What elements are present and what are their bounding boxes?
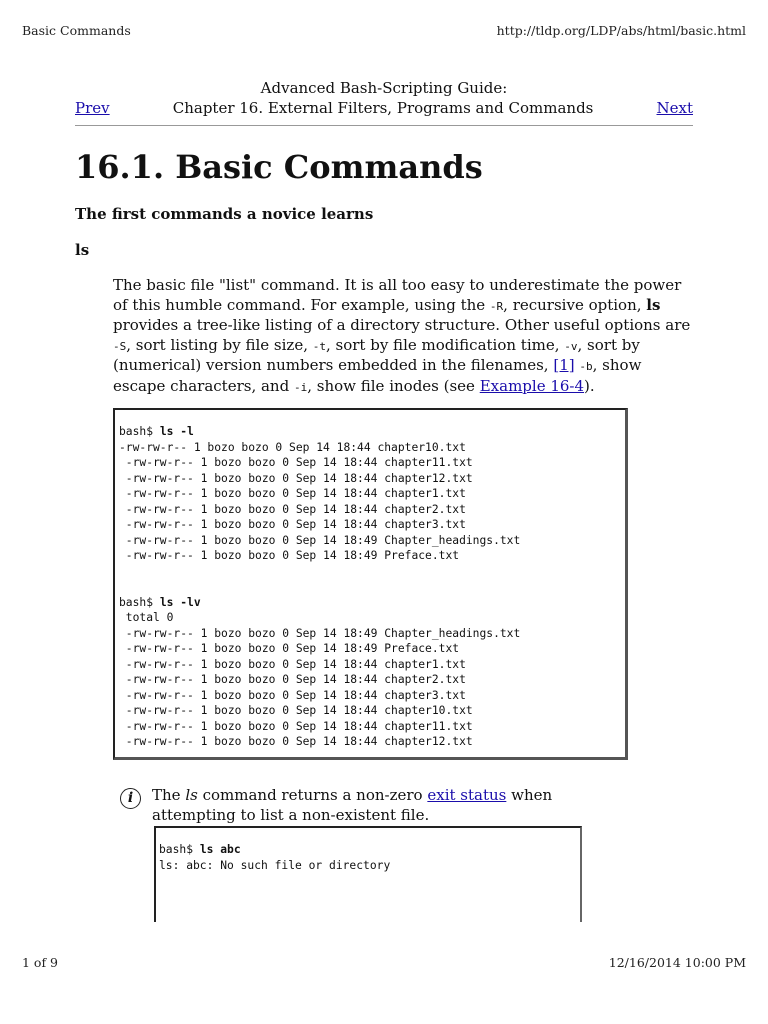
chapter-title: Chapter 16. External Filters, Programs and Commands — [172, 99, 594, 117]
typed-command: ls abc — [199, 843, 241, 856]
option-t: -t — [312, 339, 326, 353]
book-title: Advanced Bash-Scripting Guide: — [260, 79, 508, 97]
term-ls: ls — [75, 241, 90, 259]
para-text: , sort by file modification time, — [325, 335, 565, 354]
option-v: -v — [564, 339, 578, 353]
para-text: , show file inodes (see — [307, 376, 480, 395]
navigation-header — [75, 78, 693, 126]
option-i: -i — [293, 380, 308, 394]
prev-link[interactable]: Prev — [75, 99, 110, 117]
command-output: ls: abc: No such file or directory — [159, 858, 391, 872]
para-text: , show escape characters, and — [113, 356, 642, 395]
shell-prompt: bash$ — [119, 595, 160, 609]
shell-prompt: bash$ — [119, 425, 160, 438]
example-16-4-link[interactable]: Example 16-4 — [479, 376, 585, 395]
command-output: total 0 -rw-rw-r-- 1 bozo bozo 0 Sep 14 18:49 Chapter_headings.txt -rw-rw-r-- 1 bozo bozo 0 Sep 14 18:49 Preface.txt -rw-rw-r-- 1 bozo bozo 0 Sep 14 18:44 chapter1.txt -rw-rw-r-- 1 bozo bozo 0 Sep 14 18:44 chapter2.txt -rw-rw-r-- 1 bozo bozo 0 Sep 14 18:44 chapter3.txt -rw-rw-r-- 1 bozo bozo 0 Sep 14 18:44 chapter10.txt -rw-rw-r-- 1 bozo bozo 0 Sep 14 18:44 chapter11.txt -rw-rw-r-- 1 bozo bozo 0 Sep 14 18:44 chapter12.txt — [125, 611, 521, 748]
code-block — [119, 424, 625, 750]
footnote-link[interactable]: [1] — [553, 356, 575, 374]
print-datetime: 12/16/2014 10:00 PM — [608, 955, 746, 970]
typed-command: ls -l — [159, 425, 194, 438]
code-example-ls-abc — [154, 826, 582, 922]
ls-description — [113, 276, 698, 397]
command-ls: ls — [646, 295, 661, 314]
command-output: -rw-rw-r-- 1 bozo bozo 0 Sep 14 18:44 chapter10.txt -rw-rw-r-- 1 bozo bozo 0 Sep 14 18:44 chapter11.txt -rw-rw-r-- 1 bozo bozo 0 Sep 14 18:44 chapter12.txt -rw-rw-r-- 1 bozo bozo 0 Sep 14 18:44 chapter1.txt -rw-rw-r-- 1 bozo bozo 0 Sep 14 18:44 chapter2.txt -rw-rw-r-- 1 bozo bozo 0 Sep 14 18:44 chapter3.txt -rw-rw-r-- 1 bozo bozo 0 Sep 14 18:49 Chapter_headings.txt -rw-rw-r-- 1 bozo bozo 0 Sep 14 18:49 Preface.txt — [119, 440, 521, 562]
section-subtitle: The first commands a novice learns — [75, 205, 374, 223]
para-text: ). — [584, 376, 595, 395]
para-text: , sort by (numerical) version numbers embedded in the filenames, — [113, 335, 640, 374]
para-text: , sort listing by file size, — [126, 335, 313, 354]
para-text: The basic file "list" command. It is all too easy to underestimate the power of this humble command. For example, using the — [113, 276, 682, 314]
print-header-url: http://tldp.org/LDP/abs/html/basic.html — [496, 23, 746, 38]
command-ls: ls — [185, 786, 198, 804]
exit-status-link[interactable]: exit status — [427, 786, 507, 804]
code-block — [159, 842, 580, 873]
print-header-title: Basic Commands — [22, 23, 131, 38]
para-text: , recursive option, — [503, 295, 647, 314]
option-b: -b — [579, 360, 593, 373]
info-icon: i — [120, 788, 141, 809]
next-link[interactable]: Next — [656, 99, 693, 117]
option-R: -R — [489, 299, 504, 313]
note-fragment: The — [152, 786, 186, 804]
typed-command: ls -lv — [159, 595, 201, 609]
section-heading: 16.1. Basic Commands — [75, 148, 483, 186]
note-text — [152, 786, 572, 825]
code-example-ls — [113, 408, 628, 760]
page-count: 1 of 9 — [22, 955, 59, 970]
nav-row — [75, 98, 693, 118]
shell-prompt: bash$ — [159, 843, 200, 856]
option-S: -S — [113, 339, 127, 353]
para-text: provides a tree-like listing of a directory structure. Other useful options are — [113, 316, 691, 334]
nav-divider — [75, 125, 693, 126]
note-fragment: command returns a non-zero — [197, 786, 428, 804]
note-fragment: when attempting to list a non-existent file. — [152, 786, 553, 824]
